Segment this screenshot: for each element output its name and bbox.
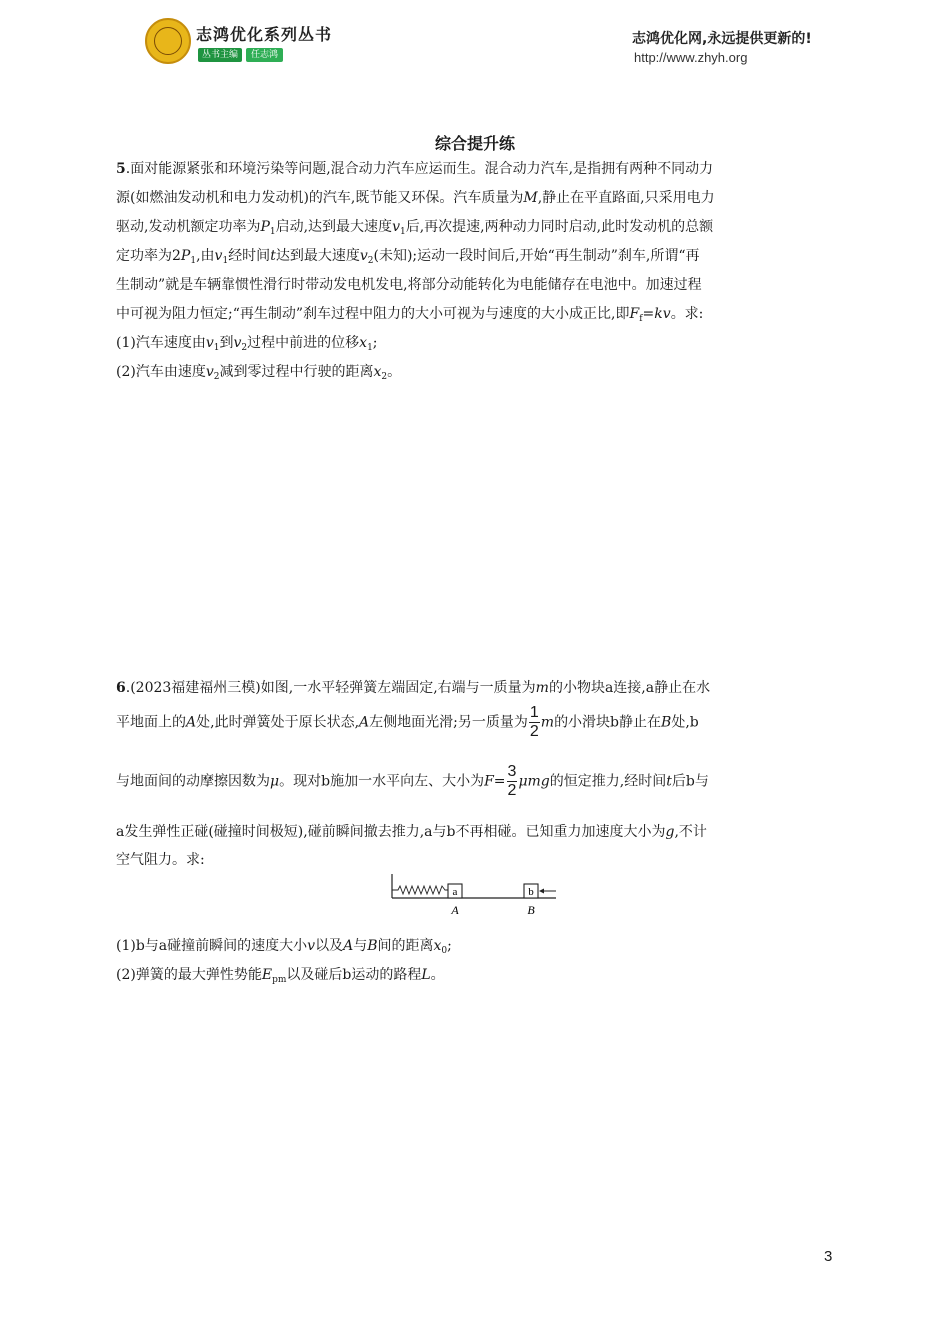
fraction-half: $\frac{1}{2}$: [529, 704, 539, 740]
spring-block-diagram: [390, 872, 560, 920]
q6-line-5: 空气阻力。求:: [116, 852, 205, 868]
q6-line-4: a发生弹性正碰(碰撞时间极短),碰前瞬间撤去推力,a与b不再相碰。已知重力加速度大小为g,不计: [116, 824, 707, 840]
series-title: 志鸿优化系列丛书: [196, 25, 333, 44]
q6-subquestion-2: (2)弹簧的最大弹性势能$E_{pm}$以及碰后b运动的路程L。: [116, 967, 445, 985]
q5-line-3: 驱动,发动机额定功率为$P_1$启动,达到最大速度$v_1$后,再次提速,两种动力同时启动,此时发动机的总额: [116, 219, 714, 237]
section-title: 综合提升练: [434, 134, 515, 153]
q6-line-3: 与地面间的动摩擦因数为μ。现对b施加一水平向左、大小为F= $\frac{3}{2}$ μmg的恒定推力,经时间t后b与: [116, 763, 709, 799]
q5-subquestion-2: (2)汽车由速度$v_2$减到零过程中行驶的距离$x_2$。: [116, 364, 402, 382]
spring-icon: [392, 886, 448, 894]
series-logo-icon: [145, 18, 191, 64]
q6-line-1: 6.(2023福建福州三模)如图,一水平轻弹簧左端固定,右端与一质量为m的小物块a连接,a静止在水: [116, 680, 711, 696]
q5-line-1: 5.面对能源紧张和环境污染等问题,混合动力汽车应运而生。混合动力汽车,是指拥有两种不同动力: [116, 161, 714, 177]
fraction-three-halves: $\frac{3}{2}$: [507, 763, 517, 799]
block-a-label: a: [452, 886, 458, 898]
position-b-label: B: [527, 903, 535, 917]
q6-source: .(2023福建福州三模): [125, 680, 261, 696]
q5-line-5: 生制动”就是车辆靠惯性滑行时带动发电机发电,将部分动能转化为电能储存在电池中。加速过程: [116, 277, 702, 293]
editor-label: 丛书主编: [198, 48, 242, 62]
header-slogan: 志鸿优化网,永远提供更新的!: [632, 31, 812, 47]
header-url[interactable]: http://www.zhyh.org: [634, 50, 748, 65]
editor-name: 任志鸿: [246, 48, 283, 62]
q5-number: 5: [116, 161, 126, 177]
q5-line-4: 定功率为$2P_1$,由$v_1$经时间t达到最大速度$v_2$(未知);运动一段时间后,开始“再生制动”刹车,所谓“再: [116, 248, 700, 266]
position-a-label: A: [451, 903, 459, 917]
block-b-label: b: [528, 886, 534, 898]
force-arrow-icon: [539, 889, 544, 894]
q6-line-2: 平地面上的A处,此时弹簧处于原长状态,A左侧地面光滑;另一质量为 $\frac{1}{2}$ m的小滑块b静止在B处,b: [116, 704, 699, 740]
q5-line-2: 源(如燃油发动机和电力发动机)的汽车,既节能又环保。汽车质量为M,静止在平直路面,只采用电力: [116, 190, 715, 206]
q6-number: 6: [116, 680, 126, 696]
q5-subquestion-1: (1)汽车速度由$v_1$到$v_2$过程中前进的位移$x_1$;: [116, 335, 378, 353]
page-header: [0, 0, 950, 82]
page-number: 3: [824, 1248, 833, 1265]
q6-subquestion-1: (1)b与a碰撞前瞬间的速度大小v以及A与B间的距离$x_0$;: [116, 938, 452, 956]
q5-line-6: 中可视为阻力恒定;“再生制动”刹车过程中阻力的大小可视为与速度的大小成正比,即$F_f=kv$。求:: [116, 306, 704, 324]
